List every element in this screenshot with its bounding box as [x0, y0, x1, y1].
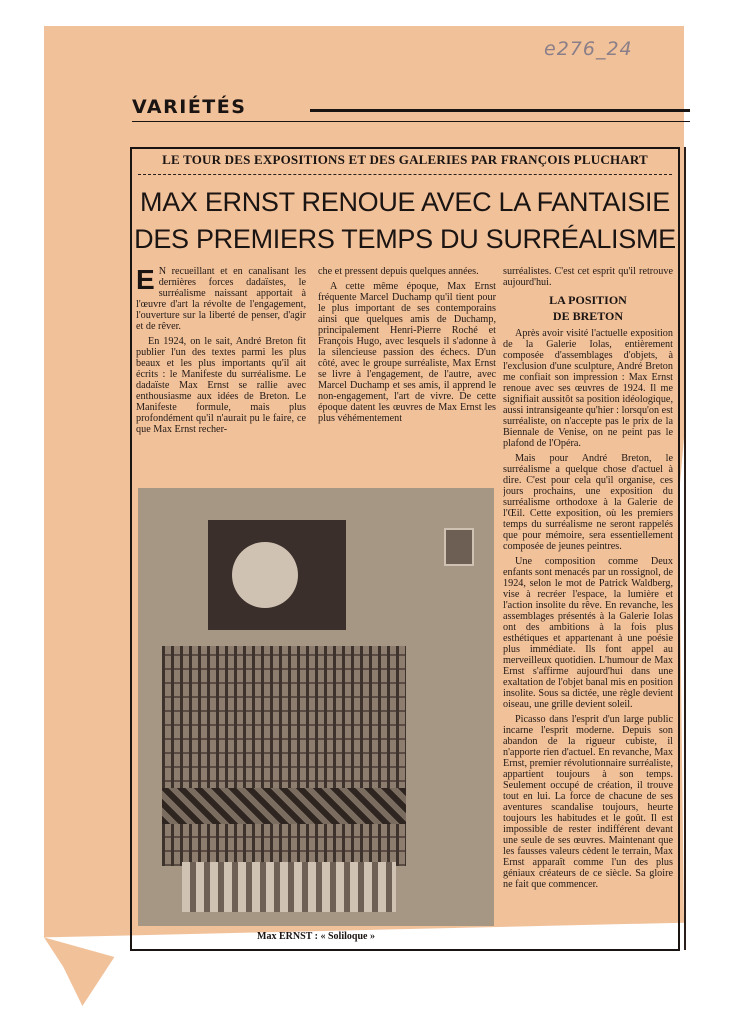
- subheading: LA POSITION DE BRETON: [549, 293, 627, 323]
- kicker-rule: [138, 174, 672, 175]
- paragraph: Après avoir visité l'actuelle exposition de la Galerie Iolas, entièrement composée d'assemblages d'objets, à l'exclusion d'une sculpture, André Breton me confiait son impression : Max Ernst renoue avec ses œuvres de 1924. Il me signifiait aussitôt sa position idéologique, aussi intransigeante qu'hier : lorsqu'on est surréaliste, on n'accepte pas le prix de la Biennale de Venise, on ne peint pas le plafond de l'Opéra.: [503, 328, 673, 449]
- paragraph: E N recueillant et en canalisant les dernières forces dadaïstes, le surréalisme naissant apportait à l'œuvre d'art la révolte de l'engagement, l'ouverture sur la liberté de penser, d'agir et de rêver.: [136, 266, 306, 332]
- paragraph: che et pressent depuis quelques années.: [318, 266, 479, 277]
- photo-grid-structure: [162, 646, 406, 866]
- column-edge-rule: [684, 147, 686, 950]
- paragraph: Picasso dans l'esprit d'un large public incarne l'esprit moderne. Depuis son abandon de la rigueur cubiste, il n'apporte rien d'actuel. En revanche, Max Ernst, premier révolutionnaire surréaliste, appartient toujours à son temps. Seulement occupé de création, il trouve tout en lui. La force de chacune de ses aventures scandalise toujours, heurte toujours les habitudes et le goût. Il est impossible de rester indifférent devant une seule de ses œuvres. Maintenant que les fausses valeurs cèdent le terrain, Max Ernst apparaît comme l'un des plus géniaux créateurs de ce siècle. Sa gloire ne fait que commencer.: [503, 714, 673, 890]
- article-column-2: [318, 266, 496, 486]
- drop-cap: E: [136, 266, 155, 295]
- photo-caption: Max ERNST : « Soliloque »: [257, 931, 375, 942]
- paragraph: surréalistes. C'est cet esprit qu'il retrouve aujourd'hui.: [503, 266, 673, 288]
- photo-base: [182, 862, 396, 912]
- article-headline: [134, 184, 676, 258]
- paragraph: A cette même époque, Max Ernst fréquente Marcel Duchamp qu'il tient pour le plus important de ses contemporains ainsi que quelques amis de Duchamp, principalement Henri-Pierre Roché et François Hugo, avec lesquels il s'adonne à la silencieuse passion des échecs. D'un côté, avec le groupe surréaliste, Max Ernst se livre à l'engagement, de l'autre, avec Marcel Duchamp et ses amis, il apprend le non-engagement, l'art de vivre. De cette époque datent les œuvres de Max Ernst les plus véhémentement: [318, 281, 496, 424]
- photo-pattern-band: [162, 788, 406, 824]
- rubric-thin-rule: [132, 121, 690, 122]
- paragraph: Une composition comme Deux enfants sont menacés par un rossignol, de 1924, selon le mot de Patrick Waldberg, vise à recréer l'espace, la lumière et l'action insolite du rêve. En revanche, les assemblages présentés à la Galerie Iolas ont des ambitions à la fois plus esthétiques et appartenant à une poésie plus immédiate. Ils font appel au merveilleux quotidien. L'humour de Max Ernst s'affirme aujourd'hui dans une exaltation de l'objet banal mis en position insolite. Sous sa dictée, une règle devient oiseau, une grille devient soleil.: [503, 556, 673, 710]
- paragraph: Mais pour André Breton, le surréalisme a quelque chose d'actuel à dire. C'est pour cela qu'il organise, ces jours prochains, une exposition du surréalisme orthodoxe à la Galerie de l'Œil. Cette exposition, où les premiers temps du surréalisme ne seront rappelés que pour mémoire, sera essentiellement composée de jeunes peintres.: [503, 453, 673, 552]
- section-rubric: VARIÉTÉS: [132, 96, 247, 118]
- rubric-rule: [310, 109, 690, 112]
- artwork-photo: [138, 488, 494, 926]
- article-column-1: [136, 266, 306, 486]
- headline-line-2: DES PREMIERS TEMPS DU SURRÉALISME: [134, 224, 676, 254]
- photo-moon-disc: [232, 542, 298, 608]
- paragraph: En 1924, on le sait, André Breton fit publier l'un des textes parmi les plus beaux et les plus importants qu'il ait écrits : le Manifeste du surréalisme. Le dadaïste Max Ernst se rallie avec enthousiasme aux idées de Breton. Le Manifeste formule, mais plus profondément qu'il n'aurait pu le faire, ce que Max Ernst recher-: [136, 336, 306, 435]
- article-column-3: [503, 266, 673, 944]
- headline-line-1: MAX ERNST RENOUE AVEC LA FANTAISIE: [140, 187, 670, 217]
- article-kicker: LE TOUR DES EXPOSITIONS ET DES GALERIES PAR FRANÇOIS PLUCHART: [162, 152, 648, 167]
- handwritten-archive-number: e276_24: [544, 38, 633, 60]
- photo-small-frame: [444, 528, 474, 566]
